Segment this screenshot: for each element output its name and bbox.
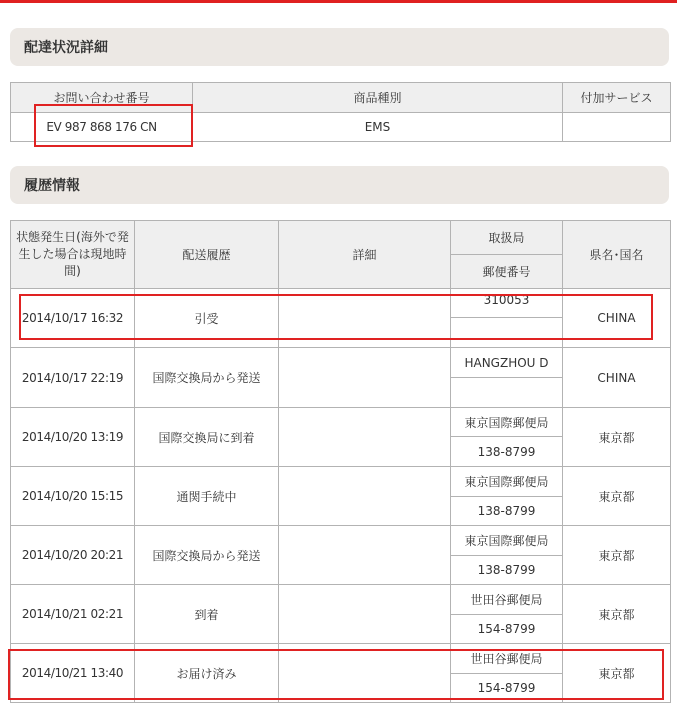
row-office: 東京国際郵便局 (451, 526, 563, 556)
row-region: 東京都 (563, 644, 671, 703)
row-status: 国際交換局に到着 (135, 408, 279, 467)
row-detail (279, 408, 451, 467)
row-status: 引受 (135, 289, 279, 348)
row-region: CHINA (563, 289, 671, 348)
header-additional-service: 付加サービス (563, 83, 671, 113)
row-date: 2014/10/20 15:15 (11, 467, 135, 526)
row-office: 世田谷郵便局 (451, 585, 563, 615)
row-postal (451, 378, 563, 408)
history-row (11, 348, 671, 378)
row-date: 2014/10/17 22:19 (11, 348, 135, 408)
row-postal: 154-8799 (451, 674, 563, 703)
row-status: 国際交換局から発送 (135, 348, 279, 408)
row-region: 東京都 (563, 408, 671, 467)
header-region: 県名･国名 (563, 221, 671, 289)
header-tracking-number: お問い合わせ番号 (11, 83, 193, 113)
row-region: 東京都 (563, 585, 671, 644)
product-type-cell: EMS (193, 113, 563, 142)
row-region: CHINA (563, 348, 671, 408)
row-office: 世田谷郵便局 (451, 644, 563, 674)
row-postal: 138-8799 (451, 556, 563, 585)
row-detail (279, 348, 451, 408)
row-date: 2014/10/21 13:40 (11, 644, 135, 703)
row-office: 東京国際郵便局 (451, 467, 563, 497)
header-postal: 郵便番号 (451, 255, 563, 289)
history-heading (10, 166, 669, 204)
row-postal (451, 318, 563, 348)
row-office: 東京国際郵便局 (451, 408, 563, 437)
row-status: お届け済み (135, 644, 279, 703)
row-region: 東京都 (563, 467, 671, 526)
history-table (10, 220, 671, 703)
top-accent-line (0, 0, 677, 3)
history-row (11, 526, 671, 556)
history-row (11, 644, 671, 674)
delivery-details-title: 配達状況詳細 (24, 40, 108, 56)
row-detail (279, 467, 451, 526)
history-title: 履歴情報 (24, 178, 80, 194)
row-date: 2014/10/21 02:21 (11, 585, 135, 644)
row-status: 到着 (135, 585, 279, 644)
row-status: 国際交換局から発送 (135, 526, 279, 585)
row-office: 310053 (451, 289, 563, 318)
header-status: 配送履歴 (135, 221, 279, 289)
row-detail (279, 289, 451, 348)
history-row (11, 408, 671, 437)
row-postal: 138-8799 (451, 497, 563, 526)
additional-service-cell (563, 113, 671, 142)
row-office: HANGZHOU D (451, 348, 563, 378)
row-detail (279, 526, 451, 585)
history-row (11, 467, 671, 497)
tracking-number-cell: EV 987 868 176 CN (11, 113, 193, 142)
header-date: 状態発生日(海外で発生した場合は現地時間) (11, 221, 135, 289)
delivery-details-table (10, 82, 671, 142)
row-date: 2014/10/20 13:19 (11, 408, 135, 467)
row-postal: 138-8799 (451, 437, 563, 467)
header-detail: 詳細 (279, 221, 451, 289)
history-row (11, 585, 671, 615)
delivery-details-heading (10, 28, 669, 66)
row-postal: 154-8799 (451, 615, 563, 644)
header-product-type: 商品種別 (193, 83, 563, 113)
row-date: 2014/10/17 16:32 (11, 289, 135, 348)
row-region: 東京都 (563, 526, 671, 585)
row-date: 2014/10/20 20:21 (11, 526, 135, 585)
header-office: 取扱局 (451, 221, 563, 255)
row-detail (279, 585, 451, 644)
history-row (11, 289, 671, 318)
row-detail (279, 644, 451, 703)
row-status: 通関手続中 (135, 467, 279, 526)
